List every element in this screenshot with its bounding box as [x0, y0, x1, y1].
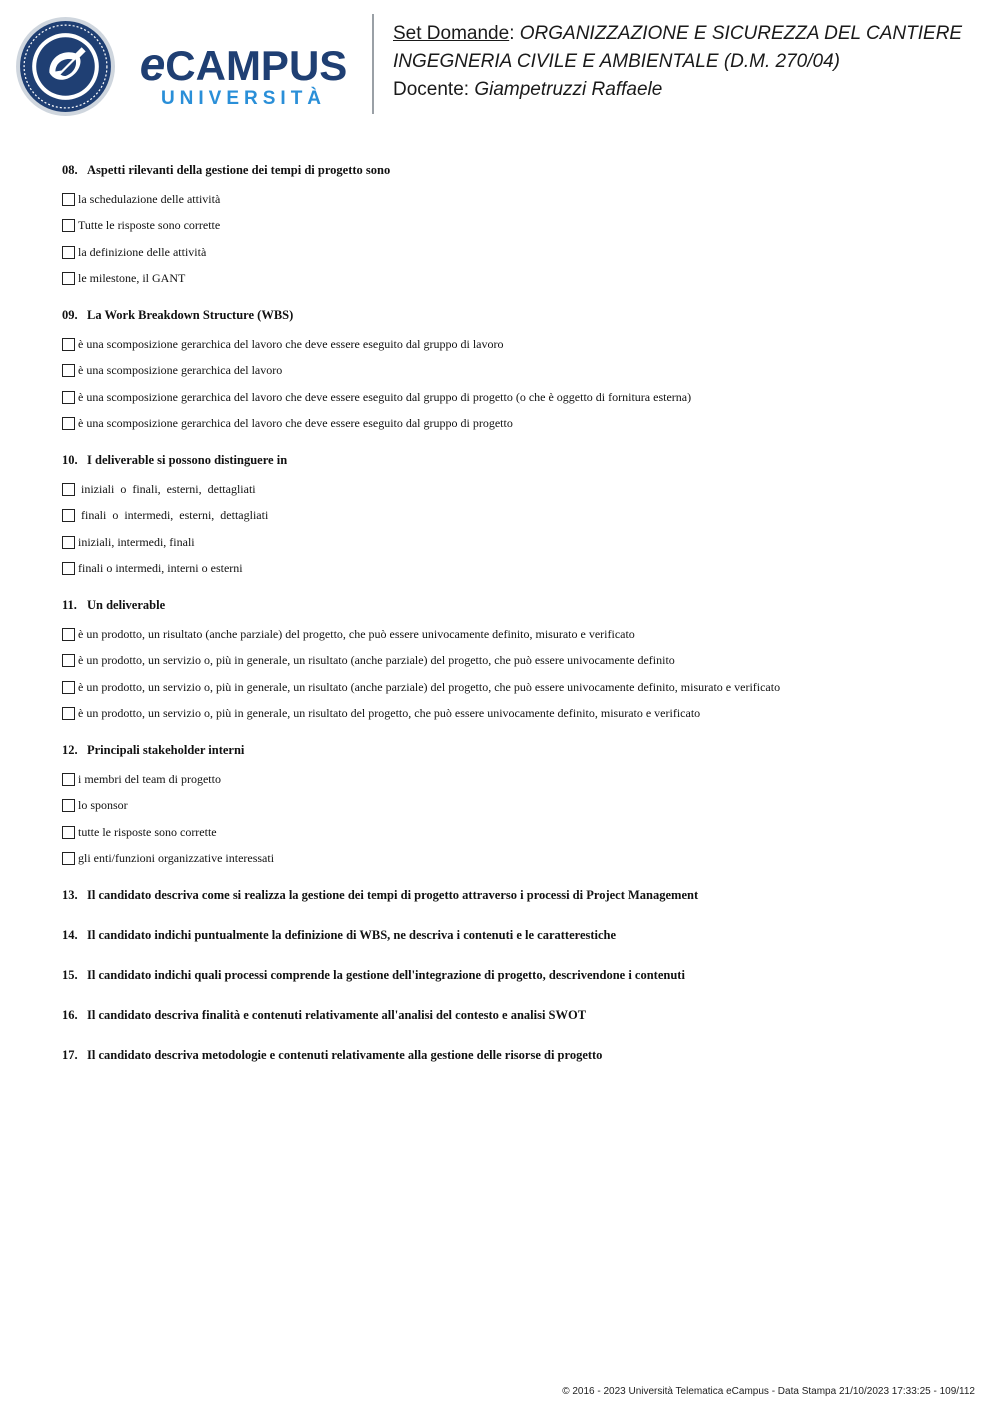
option-label: la definizione delle attività [78, 244, 207, 259]
question-title: 12. Principali stakeholder interni [62, 743, 245, 757]
option-label: le milestone, il GANT [78, 271, 186, 286]
checkbox[interactable] [62, 219, 75, 232]
answer-option[interactable] [62, 384, 962, 411]
checkbox[interactable] [62, 391, 75, 404]
open-question-15: 15. Il candidato indichi quali processi comprende la gestione dell'integrazione di progetto, descrivendone i contenuti [62, 968, 685, 982]
answer-option[interactable] [62, 766, 962, 793]
checkbox[interactable] [62, 654, 75, 667]
checkbox[interactable] [62, 773, 75, 786]
checkbox[interactable] [62, 799, 75, 812]
answer-options [62, 476, 962, 582]
course-title-line1: ORGANIZZAZIONE E SICUREZZA DEL CANTIERE [519, 23, 963, 44]
checkbox[interactable] [62, 826, 75, 839]
option-label: è una scomposizione gerarchica del lavoro che deve essere eseguito dal gruppo di progetto (o che è oggetto di fornitura esterna) [78, 389, 692, 404]
checkbox[interactable] [62, 483, 75, 496]
teacher-label: Docente: [393, 79, 470, 100]
answer-option[interactable] [62, 213, 962, 240]
answer-option[interactable] [62, 648, 962, 675]
answer-option[interactable] [62, 476, 962, 503]
open-question-14: 14. Il candidato indichi puntualmente la definizione di WBS, ne descriva i contenuti e le caratterestiche [62, 928, 617, 942]
checkbox[interactable] [62, 707, 75, 720]
question-09 [62, 305, 962, 437]
option-label: lo sponsor [78, 798, 128, 813]
answer-option[interactable] [62, 503, 962, 530]
question-list [62, 160, 962, 1085]
answer-option[interactable] [62, 701, 962, 728]
question-title: 08. Aspetti rilevanti della gestione dei tempi di progetto sono [62, 163, 391, 177]
question-title: 09. La Work Breakdown Structure (WBS) [62, 308, 294, 322]
answer-options [62, 621, 962, 727]
option-label: iniziali o finali, esterni, dettagliati [78, 481, 256, 496]
answer-option[interactable] [62, 266, 962, 293]
checkbox[interactable] [62, 193, 75, 206]
checkbox[interactable] [62, 417, 75, 430]
checkbox[interactable] [62, 628, 75, 641]
checkbox[interactable] [62, 536, 75, 549]
answer-option[interactable] [62, 358, 962, 385]
teacher-line [393, 76, 962, 104]
option-label: è un prodotto, un servizio o, più in generale, un risultato (anche parziale) del progetto, che può essere univocamente definito [78, 653, 675, 668]
answer-option[interactable] [62, 556, 962, 583]
checkbox[interactable] [62, 246, 75, 259]
answer-options [62, 766, 962, 872]
checkbox[interactable] [62, 852, 75, 865]
option-label: gli enti/funzioni organizzative interessati [78, 851, 275, 866]
ecampus-wordmark [131, 38, 356, 109]
checkbox[interactable] [62, 272, 75, 285]
option-label: è un prodotto, un risultato (anche parziale) del progetto, che può essere univocamente definito, misurato e verificato [78, 626, 635, 641]
question-08 [62, 160, 962, 292]
option-label: finali o intermedi, interni o esterni [78, 561, 243, 576]
option-label: i membri del team di progetto [78, 771, 221, 786]
option-label: iniziali, intermedi, finali [78, 534, 195, 549]
checkbox[interactable] [62, 509, 75, 522]
logo-subtitle: UNIVERSITÀ [160, 88, 327, 109]
option-label: è un prodotto, un servizio o, più in generale, un risultato del progetto, che può essere univocamente definito, misurato e verificato [78, 706, 701, 721]
open-question-13: 13. Il candidato descriva come si realizza la gestione dei tempi di progetto attraverso i processi di Project Management [62, 888, 699, 902]
option-label: è una scomposizione gerarchica del lavoro che deve essere eseguito dal gruppo di progetto [78, 416, 513, 431]
answer-option[interactable] [62, 331, 962, 358]
question-10 [62, 450, 962, 582]
course-title-line2: INGEGNERIA CIVILE E AMBIENTALE (D.M. 270/04) [393, 51, 840, 72]
option-label: finali o intermedi, esterni, dettagliati [78, 508, 269, 523]
logo-brand: eCAMPUS [139, 38, 348, 90]
question-12 [62, 740, 962, 872]
option-label: Tutte le risposte sono corrette [78, 218, 221, 233]
answer-option[interactable] [62, 239, 962, 266]
checkbox[interactable] [62, 562, 75, 575]
option-label: la schedulazione delle attività [78, 191, 221, 206]
set-line: Set Domande: ORGANIZZAZIONE E SICUREZZA DEL CANTIERE [393, 23, 963, 44]
answer-options [62, 186, 962, 292]
answer-option[interactable] [62, 674, 962, 701]
question-title: 10. I deliverable si possono distinguere in [62, 453, 288, 467]
set-label: Set Domande [393, 23, 510, 44]
page-footer: © 2016 - 2023 Università Telematica eCampus - Data Stampa 21/10/2023 17:33:25 - 109/112 [562, 1386, 975, 1397]
answer-option[interactable] [62, 793, 962, 820]
answer-option[interactable] [62, 411, 962, 438]
option-label: è un prodotto, un servizio o, più in generale, un risultato (anche parziale) del progetto, che può essere univocamente definito, misurato e verificato [78, 679, 781, 694]
header-course-info [393, 20, 962, 104]
option-label: è una scomposizione gerarchica del lavoro che deve essere eseguito dal gruppo di lavoro [78, 336, 504, 351]
ecampus-seal-logo-icon [15, 16, 116, 117]
answer-option[interactable] [62, 819, 962, 846]
option-label: tutte le risposte sono corrette [78, 824, 217, 839]
answer-option[interactable] [62, 186, 962, 213]
question-title: 11. Un deliverable [62, 598, 166, 612]
open-question-17: 17. Il candidato descriva metodologie e contenuti relativamente alla gestione delle risorse di progetto [62, 1048, 603, 1062]
question-11 [62, 595, 962, 727]
answer-option[interactable] [62, 846, 962, 873]
answer-options [62, 331, 962, 437]
checkbox[interactable] [62, 681, 75, 694]
teacher-name: Giampetruzzi Raffaele [474, 79, 663, 100]
open-question-16: 16. Il candidato descriva finalità e contenuti relativamente all'analisi del contesto e analisi SWOT [62, 1008, 587, 1022]
option-label: è una scomposizione gerarchica del lavoro [78, 363, 283, 378]
checkbox[interactable] [62, 364, 75, 377]
answer-option[interactable] [62, 529, 962, 556]
header-divider [372, 14, 374, 114]
checkbox[interactable] [62, 338, 75, 351]
answer-option[interactable] [62, 621, 962, 648]
